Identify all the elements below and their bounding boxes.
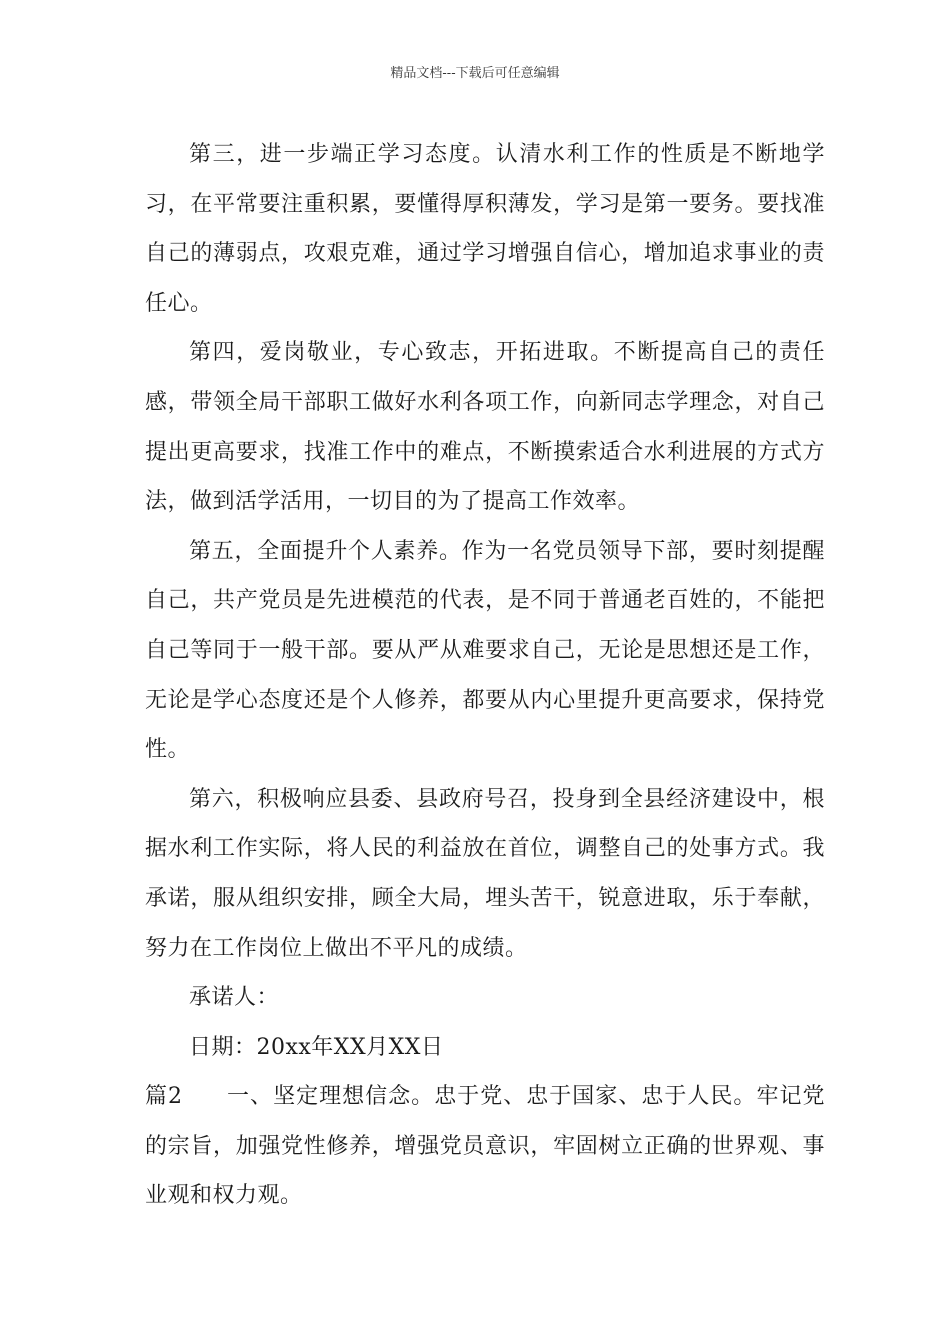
- paragraph-fourth: 第四，爱岗敬业，专心致志，开拓进取。不断提高自己的责任感，带领全局干部职工做好水利各项工作，向新同志学理念，对自己提出更高要求，找准工作中的难点，不断摸索适合水利进展的方式方法，做到活学活用，一切目的为了提高工作效率。: [145, 340, 825, 515]
- date-line: 日期：20xx年XX月XX日: [189, 1034, 444, 1060]
- paragraph-fifth: 第五，全面提升个人素养。作为一名党员领导下部，要时刻提醒自己，共产党员是先进模范的代表，是不同于普通老百姓的，不能把自己等同于一般干部。要从严从难要求自己，无论是思想还是工作，无论是学心态度还是个人修养，都要从内心里提升更高要求，保持党性。: [145, 538, 825, 763]
- document-body: [145, 130, 825, 1221]
- part-two-label: 篇2: [145, 1084, 183, 1110]
- part-two-text: 一、坚定理想信念。忠于党、忠于国家、忠于人民。牢记党的宗旨，加强党性修养，增强党员意识，牢固树立正确的世界观、事业观和权力观。: [145, 1084, 825, 1209]
- part-two-paragraph: [145, 1072, 825, 1221]
- promisor-line: 承诺人：: [189, 985, 280, 1011]
- page-header: 精品文档---下载后可任意编辑: [390, 66, 560, 81]
- paragraph-sixth: 第六，积极响应县委、县政府号召，投身到全县经济建设中，根据水利工作实际，将人民的利益放在首位，调整自己的处事方式。我承诺，服从组织安排，顾全大局，埋头苦干，锐意进取，乐于奉献，努力在工作岗位上做出不平凡的成绩。: [145, 786, 825, 961]
- paragraph-third: 第三，进一步端正学习态度。认清水利工作的性质是不断地学习，在平常要注重积累，要懂得厚积薄发，学习是第一要务。要找准自己的薄弱点，攻艰克难，通过学习增强自信心，增加追求事业的责任心。: [145, 142, 825, 316]
